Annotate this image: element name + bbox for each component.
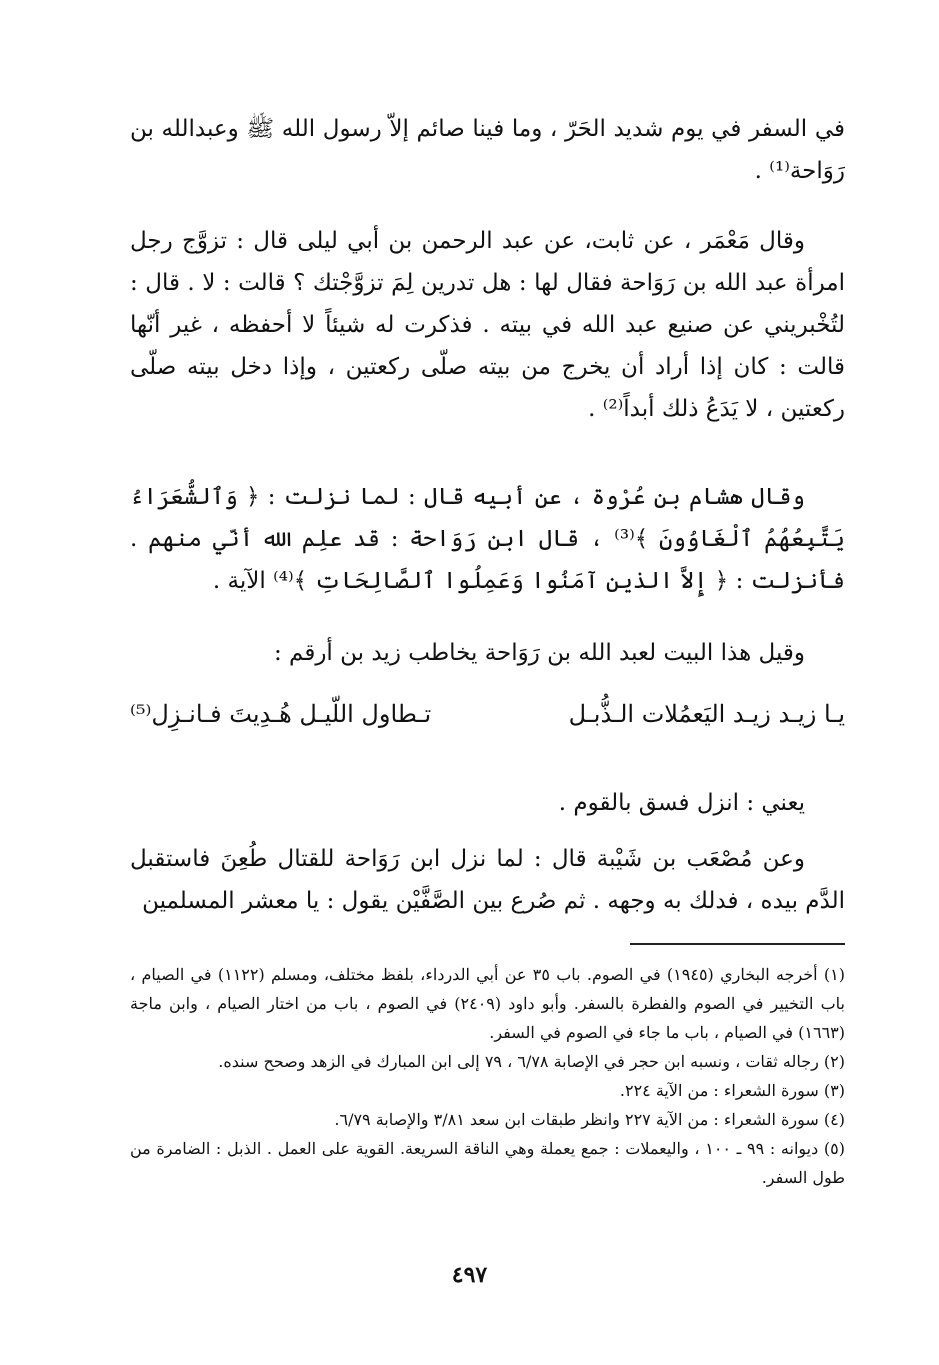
paragraph-3: وقال هشام بن عُرْوة ، عن أبيه قال : لما نزلت : ﴿ وَٱلشُّعَرَاءُ يَتَّبِعُهُمُ ٱلْغَاوُونَ ﴾⁽³⁾ ، قال ابن رَوَاحة : قد علِم الله أنّي منهم . فأنزلت : ﴿ إِلاَّ الذين آمَنُوا وَعَمِلُوا ٱلصَّالِحَاتِ ﴾⁽⁴⁾ الآية .: [130, 484, 845, 594]
paragraph-2: وقال مَعْمَر ، عن ثابت، عن عبد الرحمن بن أبي ليلى قال : تزوَّج رجل امرأة عبد الله بن رَوَاحة فقال لها : هل تدرين لِمَ تزوَّجْتك ؟ قالت : لا . قال : لتُخْبريني عن صنيع عبد الله في بيته . فذكرت له شيئاً لا أحفظه ، غير أنّها قالت : كان إذا أراد أن يخرج من بيته صلّى ركعتين ، وإذا دخل بيته صلّى ركعتين ، لا يَدَعُ ذلك أبداً⁽²⁾ .: [130, 228, 845, 422]
paragraph-1: في السفر في يوم شديد الحَرّ ، وما فينا صائم إلاّ رسول الله ﷺ وعبدالله بن رَوَاحة⁽¹⁾ .: [130, 116, 845, 184]
main-text-5: [130, 782, 845, 824]
paragraph-5: يعني : انزل فسق بالقوم .: [558, 790, 805, 816]
footnotes: [130, 960, 845, 1192]
footnote-1: (١) أخرجه البخاري (١٩٤٥) في الصوم. باب ٣٥ عن أبي الدرداء، بلفظ مختلف، ومسلم (١١٢٢) في الصيام ، باب التخيير في الصوم والفطرة بالسفر. وأبو داود (٢٤٠٩) في الصوم ، باب من اختار الصيام ، وابن ماجة (١٦٦٣) في الصيام ، باب ما جاء في الصوم في السفر.: [130, 965, 846, 1042]
main-text: [130, 108, 845, 192]
poem-verse: [130, 693, 845, 735]
footnote-4: (٤) سورة الشعراء : من الآية ٢٢٧ وانظر طبقات ابن سعد ٣/٨١ والإصابة ٦/٧٩.: [334, 1110, 845, 1129]
footnote-3: (٣) سورة الشعراء : من الآية ٢٢٤.: [619, 1081, 845, 1100]
paragraph-4: وقيل هذا البيت لعبد الله بن رَوَاحة يخاطب زيد بن أرقم :: [273, 640, 805, 666]
footnote-divider: [630, 943, 845, 945]
page-number: ٤٩٧: [451, 1262, 488, 1288]
main-text-6: [130, 838, 845, 922]
footnote-5: (٥) ديوانه : ٩٩ ـ ١٠٠ ، واليعملات : جمع يعملة وهي الناقة السريعة. القوية على العمل . الذبل : الضامرة من طول السفر.: [130, 1139, 846, 1187]
main-text-3: [130, 476, 845, 602]
main-text-2: [130, 220, 845, 430]
main-text-4: [130, 632, 845, 674]
verse-second-hemistich: تـطاول اللّيـل هُـدِيتَ فـانـزِل⁽⁵⁾: [130, 700, 432, 728]
footnote-2: (٢) رجاله ثقات ، ونسبه ابن حجر في الإصابة ٦/٧٨ ، ٧٩ إلى ابن المبارك في الزهد وصحح سنده.: [218, 1052, 845, 1071]
verse-first-hemistich: يـا زيـد زيـد اليَعمُلات الـذُّبـل: [568, 700, 845, 728]
paragraph-6: وعن مُصْعَب بن شَيْبة قال : لما نزل ابن رَوَاحة للقتال طُعِنَ فاستقبل الدَّم بيده ، فدلك به وجهه . ثم صُرع بين الصَّفَّيْن يقول : يا معشر المسلمين: [130, 846, 845, 914]
